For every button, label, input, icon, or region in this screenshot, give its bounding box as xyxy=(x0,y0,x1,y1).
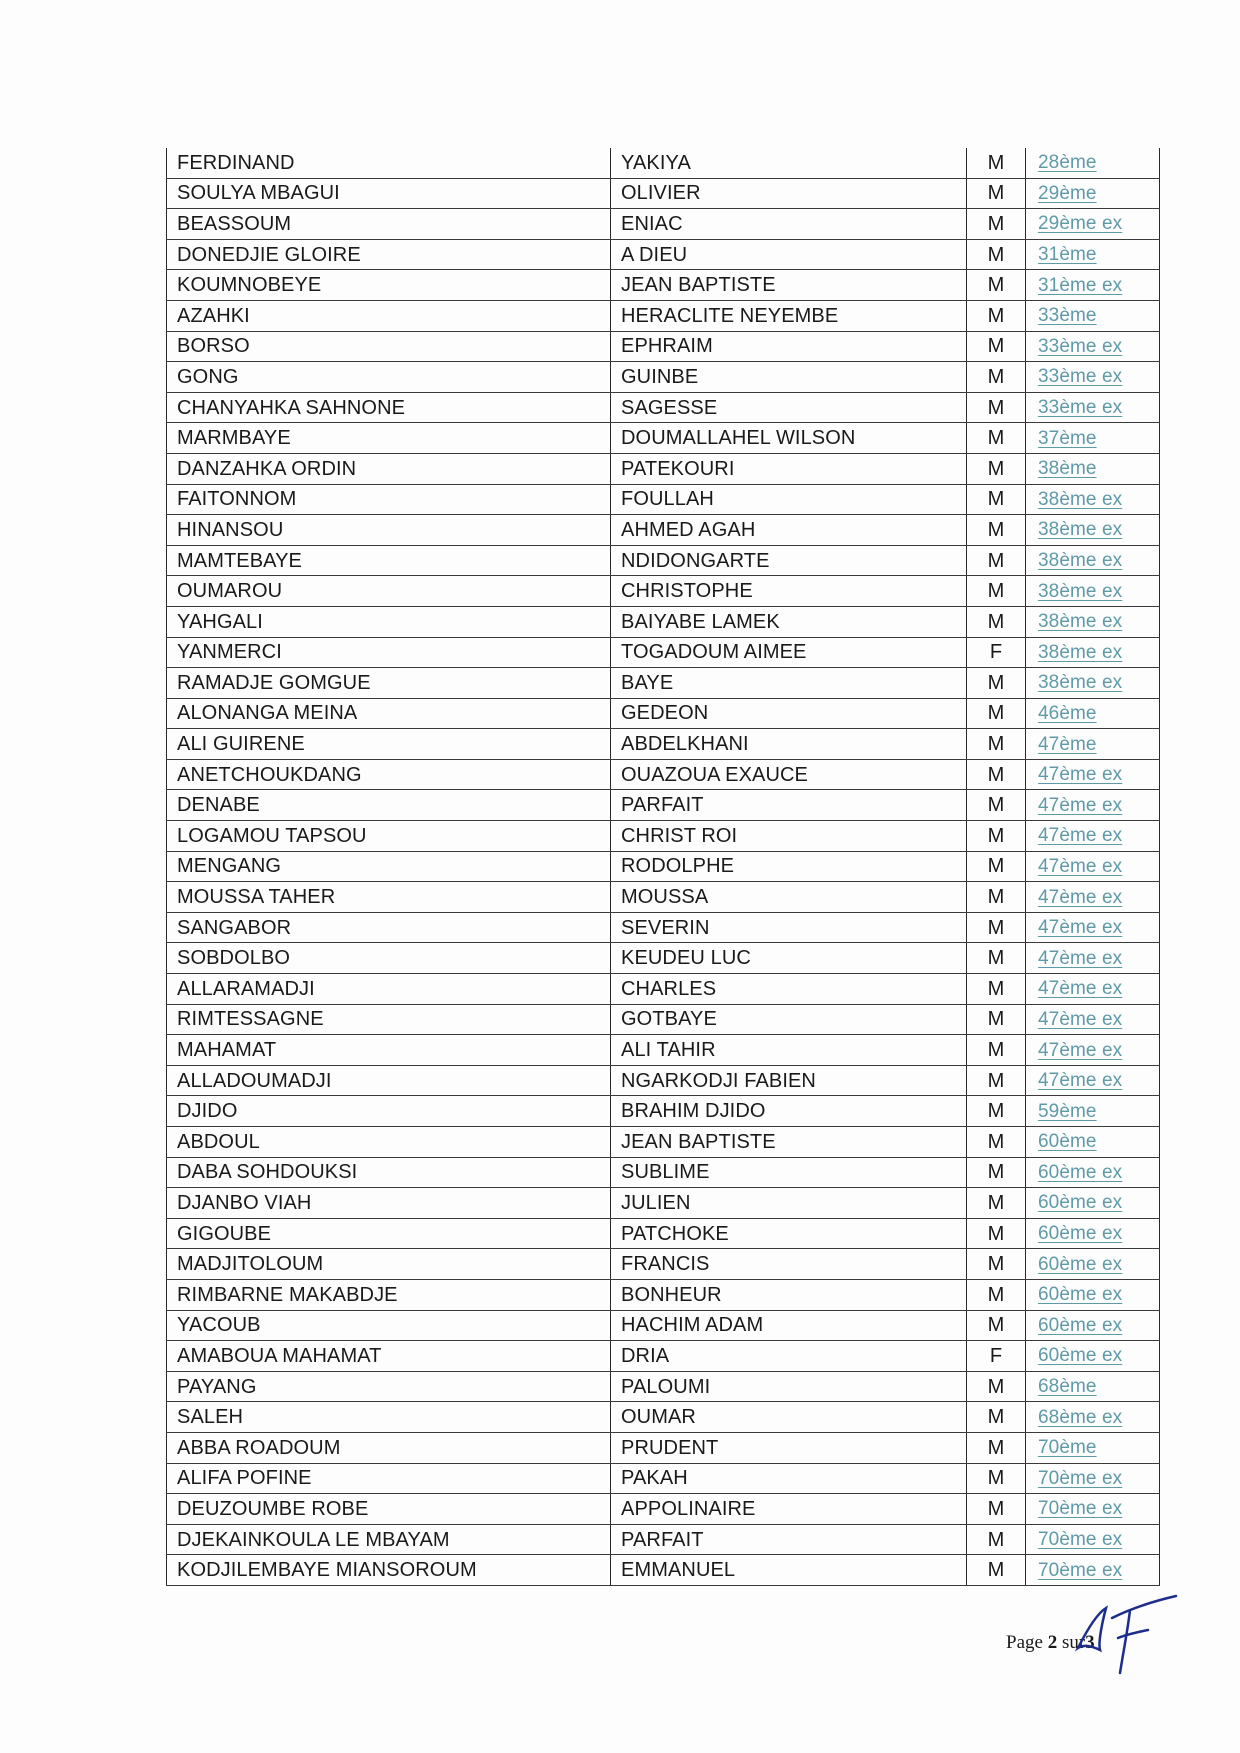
table-row xyxy=(167,1341,1160,1372)
cell-prenom: PARFAIT xyxy=(611,1524,967,1555)
cell-rang xyxy=(1026,300,1160,331)
cell-nom: DJANBO VIAH xyxy=(167,1188,611,1219)
cell-nom: OUMAROU xyxy=(167,576,611,607)
cell-rang xyxy=(1026,1524,1160,1555)
table-row xyxy=(167,1065,1160,1096)
cell-prenom: BRAHIM DJIDO xyxy=(611,1096,967,1127)
table-row xyxy=(167,209,1160,240)
cell-rang xyxy=(1026,484,1160,515)
table-row xyxy=(167,545,1160,576)
cell-rang xyxy=(1026,1127,1160,1158)
cell-prenom: APPOLINAIRE xyxy=(611,1494,967,1525)
rank-link[interactable]: 38ème ex xyxy=(1038,550,1123,572)
cell-nom: MOUSSA TAHER xyxy=(167,882,611,913)
table-row xyxy=(167,1463,1160,1494)
cell-rang xyxy=(1026,606,1160,637)
table-row xyxy=(167,453,1160,484)
cell-sexe: M xyxy=(967,515,1026,546)
cell-prenom: GEDEON xyxy=(611,698,967,729)
cell-sexe: M xyxy=(967,178,1026,209)
cell-sexe: M xyxy=(967,912,1026,943)
rank-link[interactable]: 68ème xyxy=(1038,1376,1097,1398)
cell-rang xyxy=(1026,148,1160,178)
cell-nom: BEASSOUM xyxy=(167,209,611,240)
cell-nom: DANZAHKA ORDIN xyxy=(167,453,611,484)
cell-rang xyxy=(1026,1065,1160,1096)
cell-rang xyxy=(1026,515,1160,546)
cell-prenom: TOGADOUM AIMEE xyxy=(611,637,967,668)
cell-nom: ALLADOUMADJI xyxy=(167,1065,611,1096)
cell-nom: GIGOUBE xyxy=(167,1218,611,1249)
cell-nom: MARMBAYE xyxy=(167,423,611,454)
cell-nom: ALLARAMADJI xyxy=(167,974,611,1005)
rank-link[interactable]: 47ème ex xyxy=(1038,978,1123,1000)
cell-prenom: HACHIM ADAM xyxy=(611,1310,967,1341)
cell-sexe: M xyxy=(967,239,1026,270)
cell-nom: YACOUB xyxy=(167,1310,611,1341)
rank-link[interactable]: 47ème ex xyxy=(1038,1008,1123,1030)
cell-sexe: M xyxy=(967,851,1026,882)
cell-sexe: F xyxy=(967,1341,1026,1372)
rank-link[interactable]: 28ème xyxy=(1038,152,1097,174)
rank-link[interactable]: 47ème ex xyxy=(1038,855,1123,877)
table-row xyxy=(167,606,1160,637)
cell-sexe: M xyxy=(967,698,1026,729)
rank-link[interactable]: 33ème xyxy=(1038,305,1097,327)
rank-link[interactable]: 38ème ex xyxy=(1038,611,1123,633)
cell-prenom: JULIEN xyxy=(611,1188,967,1219)
rank-link[interactable]: 47ème ex xyxy=(1038,1039,1123,1061)
table-row xyxy=(167,790,1160,821)
cell-sexe: M xyxy=(967,606,1026,637)
cell-nom: FERDINAND xyxy=(167,148,611,178)
cell-prenom: SAGESSE xyxy=(611,392,967,423)
table-row xyxy=(167,1371,1160,1402)
cell-rang xyxy=(1026,1249,1160,1280)
table-row xyxy=(167,1524,1160,1555)
cell-sexe: M xyxy=(967,1494,1026,1525)
cell-sexe: M xyxy=(967,1279,1026,1310)
rank-link[interactable]: 60ème ex xyxy=(1038,1345,1123,1367)
cell-nom: HINANSOU xyxy=(167,515,611,546)
table-row xyxy=(167,300,1160,331)
cell-prenom: JEAN BAPTISTE xyxy=(611,1127,967,1158)
cell-sexe: M xyxy=(967,1127,1026,1158)
rank-link[interactable]: 70ème ex xyxy=(1038,1467,1123,1489)
cell-sexe: M xyxy=(967,943,1026,974)
table-row xyxy=(167,637,1160,668)
cell-prenom: CHARLES xyxy=(611,974,967,1005)
rank-link[interactable]: 38ème ex xyxy=(1038,519,1123,541)
cell-prenom: SEVERIN xyxy=(611,912,967,943)
table-row xyxy=(167,484,1160,515)
cell-rang xyxy=(1026,668,1160,699)
cell-rang xyxy=(1026,912,1160,943)
table-row xyxy=(167,912,1160,943)
cell-nom: ABBA ROADOUM xyxy=(167,1432,611,1463)
table-row xyxy=(167,148,1160,178)
rank-link[interactable]: 46ème xyxy=(1038,702,1097,724)
rank-link[interactable]: 38ème xyxy=(1038,458,1097,480)
cell-sexe: M xyxy=(967,790,1026,821)
cell-sexe: F xyxy=(967,637,1026,668)
cell-nom: ABDOUL xyxy=(167,1127,611,1158)
cell-prenom: CHRIST ROI xyxy=(611,821,967,852)
table-row xyxy=(167,1402,1160,1433)
table-row xyxy=(167,1432,1160,1463)
cell-prenom: OUMAR xyxy=(611,1402,967,1433)
cell-sexe: M xyxy=(967,1004,1026,1035)
rank-link[interactable]: 70ème xyxy=(1038,1437,1097,1459)
rank-link[interactable]: 47ème ex xyxy=(1038,1070,1123,1092)
cell-prenom: ENIAC xyxy=(611,209,967,240)
rank-link[interactable]: 38ème ex xyxy=(1038,641,1123,663)
cell-nom: ALI GUIRENE xyxy=(167,729,611,760)
cell-nom: MAHAMAT xyxy=(167,1035,611,1066)
table-row xyxy=(167,851,1160,882)
cell-nom: SALEH xyxy=(167,1402,611,1433)
results-table-body xyxy=(167,148,1160,1585)
cell-sexe: M xyxy=(967,1249,1026,1280)
cell-prenom: FRANCIS xyxy=(611,1249,967,1280)
cell-nom: ALONANGA MEINA xyxy=(167,698,611,729)
cell-sexe: M xyxy=(967,423,1026,454)
rank-link[interactable]: 33ème ex xyxy=(1038,335,1123,357)
cell-nom: AMABOUA MAHAMAT xyxy=(167,1341,611,1372)
cell-prenom: EMMANUEL xyxy=(611,1555,967,1586)
page-prefix: Page xyxy=(1006,1632,1043,1653)
cell-sexe: M xyxy=(967,362,1026,393)
rank-link[interactable]: 31ème ex xyxy=(1038,274,1123,296)
cell-nom: BORSO xyxy=(167,331,611,362)
cell-rang xyxy=(1026,1555,1160,1586)
cell-sexe: M xyxy=(967,453,1026,484)
cell-nom: SOULYA MBAGUI xyxy=(167,178,611,209)
cell-rang xyxy=(1026,1157,1160,1188)
cell-sexe: M xyxy=(967,300,1026,331)
cell-nom: RAMADJE GOMGUE xyxy=(167,668,611,699)
table-row xyxy=(167,698,1160,729)
cell-nom: KODJILEMBAYE MIANSOROUM xyxy=(167,1555,611,1586)
total-pages: 3 xyxy=(1085,1632,1095,1653)
cell-prenom: DRIA xyxy=(611,1341,967,1372)
cell-prenom: AHMED AGAH xyxy=(611,515,967,546)
cell-prenom: HERACLITE NEYEMBE xyxy=(611,300,967,331)
cell-rang xyxy=(1026,1218,1160,1249)
cell-rang xyxy=(1026,270,1160,301)
rank-link[interactable]: 38ème ex xyxy=(1038,488,1123,510)
cell-rang xyxy=(1026,178,1160,209)
cell-rang xyxy=(1026,1188,1160,1219)
cell-rang xyxy=(1026,729,1160,760)
cell-sexe: M xyxy=(967,331,1026,362)
page-of-word: sur xyxy=(1061,1632,1086,1653)
cell-prenom: DOUMALLAHEL WILSON xyxy=(611,423,967,454)
cell-rang xyxy=(1026,545,1160,576)
rank-link[interactable]: 47ème xyxy=(1038,733,1097,755)
cell-rang xyxy=(1026,759,1160,790)
cell-nom: AZAHKI xyxy=(167,300,611,331)
cell-prenom: CHRISTOPHE xyxy=(611,576,967,607)
cell-prenom: YAKIYA xyxy=(611,148,967,178)
cell-sexe: M xyxy=(967,576,1026,607)
cell-sexe: M xyxy=(967,1402,1026,1433)
cell-rang xyxy=(1026,821,1160,852)
cell-prenom: PATCHOKE xyxy=(611,1218,967,1249)
rank-link[interactable]: 60ème ex xyxy=(1038,1192,1123,1214)
table-row xyxy=(167,759,1160,790)
cell-sexe: M xyxy=(967,392,1026,423)
cell-prenom: SUBLIME xyxy=(611,1157,967,1188)
handwritten-signature xyxy=(1058,1588,1188,1678)
cell-nom: MAMTEBAYE xyxy=(167,545,611,576)
cell-nom: DONEDJIE GLOIRE xyxy=(167,239,611,270)
table-row xyxy=(167,1004,1160,1035)
cell-prenom: MOUSSA xyxy=(611,882,967,913)
cell-prenom: KEUDEU LUC xyxy=(611,943,967,974)
table-row xyxy=(167,392,1160,423)
cell-rang xyxy=(1026,882,1160,913)
table-row xyxy=(167,423,1160,454)
cell-prenom: GUINBE xyxy=(611,362,967,393)
rank-link[interactable]: 31ème xyxy=(1038,244,1097,266)
cell-rang xyxy=(1026,209,1160,240)
cell-nom: DENABE xyxy=(167,790,611,821)
rank-link[interactable]: 47ème ex xyxy=(1038,917,1123,939)
rank-link[interactable]: 60ème ex xyxy=(1038,1314,1123,1336)
cell-rang xyxy=(1026,637,1160,668)
cell-sexe: M xyxy=(967,1188,1026,1219)
cell-nom: PAYANG xyxy=(167,1371,611,1402)
table-row xyxy=(167,515,1160,546)
cell-rang xyxy=(1026,1004,1160,1035)
cell-sexe: M xyxy=(967,1463,1026,1494)
cell-nom: GONG xyxy=(167,362,611,393)
cell-prenom: A DIEU xyxy=(611,239,967,270)
table-row xyxy=(167,1188,1160,1219)
table-row xyxy=(167,1555,1160,1586)
rank-link[interactable]: 60ème ex xyxy=(1038,1223,1123,1245)
cell-prenom: ABDELKHANI xyxy=(611,729,967,760)
rank-link[interactable]: 59ème xyxy=(1038,1100,1097,1122)
cell-rang xyxy=(1026,1279,1160,1310)
cell-rang xyxy=(1026,1463,1160,1494)
cell-prenom: OUAZOUA EXAUCE xyxy=(611,759,967,790)
cell-sexe: M xyxy=(967,545,1026,576)
cell-rang xyxy=(1026,1035,1160,1066)
table-row xyxy=(167,1127,1160,1158)
cell-sexe: M xyxy=(967,1310,1026,1341)
table-row xyxy=(167,1494,1160,1525)
cell-nom: DABA SOHDOUKSI xyxy=(167,1157,611,1188)
cell-nom: RIMBARNE MAKABDJE xyxy=(167,1279,611,1310)
cell-sexe: M xyxy=(967,1065,1026,1096)
rank-link[interactable]: 60ème ex xyxy=(1038,1161,1123,1183)
cell-sexe: M xyxy=(967,821,1026,852)
table-row xyxy=(167,270,1160,301)
table-row xyxy=(167,1218,1160,1249)
cell-sexe: M xyxy=(967,148,1026,178)
rank-link[interactable]: 47ème ex xyxy=(1038,764,1123,786)
cell-nom: ALIFA POFINE xyxy=(167,1463,611,1494)
rank-link[interactable]: 47ème ex xyxy=(1038,794,1123,816)
cell-sexe: M xyxy=(967,668,1026,699)
cell-prenom: BONHEUR xyxy=(611,1279,967,1310)
cell-prenom: RODOLPHE xyxy=(611,851,967,882)
cell-nom: LOGAMOU TAPSOU xyxy=(167,821,611,852)
rank-link[interactable]: 70ème ex xyxy=(1038,1559,1123,1581)
cell-sexe: M xyxy=(967,1371,1026,1402)
cell-prenom: PAKAH xyxy=(611,1463,967,1494)
cell-prenom: OLIVIER xyxy=(611,178,967,209)
cell-sexe: M xyxy=(967,484,1026,515)
cell-prenom: BAIYABE LAMEK xyxy=(611,606,967,637)
table-row xyxy=(167,1096,1160,1127)
cell-prenom: BAYE xyxy=(611,668,967,699)
cell-rang xyxy=(1026,362,1160,393)
cell-nom: SOBDOLBO xyxy=(167,943,611,974)
cell-prenom: PATEKOURI xyxy=(611,453,967,484)
rank-link[interactable]: 29ème xyxy=(1038,182,1097,204)
table-row xyxy=(167,178,1160,209)
cell-sexe: M xyxy=(967,1157,1026,1188)
rank-link[interactable]: 38ème ex xyxy=(1038,580,1123,602)
cell-rang xyxy=(1026,1096,1160,1127)
cell-nom: DJEKAINKOULA LE MBAYAM xyxy=(167,1524,611,1555)
cell-sexe: M xyxy=(967,1035,1026,1066)
cell-rang xyxy=(1026,1310,1160,1341)
table-row xyxy=(167,1035,1160,1066)
cell-sexe: M xyxy=(967,729,1026,760)
rank-link[interactable]: 47ème ex xyxy=(1038,947,1123,969)
cell-sexe: M xyxy=(967,1218,1026,1249)
table-row xyxy=(167,821,1160,852)
rank-link[interactable]: 60ème ex xyxy=(1038,1284,1123,1306)
cell-sexe: M xyxy=(967,1096,1026,1127)
cell-rang xyxy=(1026,1494,1160,1525)
cell-rang xyxy=(1026,1432,1160,1463)
table-row xyxy=(167,576,1160,607)
rank-link[interactable]: 60ème ex xyxy=(1038,1253,1123,1275)
cell-rang xyxy=(1026,576,1160,607)
cell-prenom: PARFAIT xyxy=(611,790,967,821)
cell-prenom: FOULLAH xyxy=(611,484,967,515)
results-table xyxy=(166,148,1160,1586)
rank-link[interactable]: 60ème xyxy=(1038,1131,1097,1153)
cell-rang xyxy=(1026,1371,1160,1402)
cell-prenom: NGARKODJI FABIEN xyxy=(611,1065,967,1096)
cell-nom: MENGANG xyxy=(167,851,611,882)
rank-link[interactable]: 29ème ex xyxy=(1038,213,1123,235)
table-row xyxy=(167,239,1160,270)
cell-nom: MADJITOLOUM xyxy=(167,1249,611,1280)
table-row xyxy=(167,974,1160,1005)
cell-rang xyxy=(1026,698,1160,729)
cell-sexe: M xyxy=(967,209,1026,240)
cell-prenom: PRUDENT xyxy=(611,1432,967,1463)
table-row xyxy=(167,943,1160,974)
cell-nom: DJIDO xyxy=(167,1096,611,1127)
table-row xyxy=(167,331,1160,362)
rank-link[interactable]: 47ème ex xyxy=(1038,825,1123,847)
cell-rang xyxy=(1026,423,1160,454)
table-row xyxy=(167,729,1160,760)
page-number: 2 xyxy=(1047,1632,1058,1653)
cell-prenom: JEAN BAPTISTE xyxy=(611,270,967,301)
cell-prenom: PALOUMI xyxy=(611,1371,967,1402)
cell-prenom: ALI TAHIR xyxy=(611,1035,967,1066)
cell-rang xyxy=(1026,851,1160,882)
cell-rang xyxy=(1026,790,1160,821)
cell-rang xyxy=(1026,331,1160,362)
rank-link[interactable]: 38ème ex xyxy=(1038,672,1123,694)
cell-prenom: EPHRAIM xyxy=(611,331,967,362)
cell-sexe: M xyxy=(967,882,1026,913)
table-row xyxy=(167,1249,1160,1280)
rank-link[interactable]: 47ème ex xyxy=(1038,886,1123,908)
table-row xyxy=(167,882,1160,913)
rank-link[interactable]: 37ème xyxy=(1038,427,1097,449)
cell-prenom: NDIDONGARTE xyxy=(611,545,967,576)
cell-nom: YANMERCI xyxy=(167,637,611,668)
table-row xyxy=(167,362,1160,393)
cell-nom: KOUMNOBEYE xyxy=(167,270,611,301)
table-row xyxy=(167,1310,1160,1341)
cell-nom: CHANYAHKA SAHNONE xyxy=(167,392,611,423)
cell-sexe: M xyxy=(967,974,1026,1005)
cell-sexe: M xyxy=(967,270,1026,301)
cell-nom: RIMTESSAGNE xyxy=(167,1004,611,1035)
cell-rang xyxy=(1026,239,1160,270)
cell-nom: YAHGALI xyxy=(167,606,611,637)
rank-link[interactable]: 68ème ex xyxy=(1038,1406,1123,1428)
cell-nom: FAITONNOM xyxy=(167,484,611,515)
cell-rang xyxy=(1026,1341,1160,1372)
cell-prenom: GOTBAYE xyxy=(611,1004,967,1035)
cell-rang xyxy=(1026,1402,1160,1433)
cell-sexe: M xyxy=(967,1432,1026,1463)
cell-rang xyxy=(1026,392,1160,423)
rank-link[interactable]: 70ème ex xyxy=(1038,1529,1123,1551)
table-row xyxy=(167,1157,1160,1188)
cell-nom: SANGABOR xyxy=(167,912,611,943)
rank-link[interactable]: 70ème ex xyxy=(1038,1498,1123,1520)
cell-rang xyxy=(1026,974,1160,1005)
table-row xyxy=(167,668,1160,699)
cell-sexe: M xyxy=(967,759,1026,790)
cell-rang xyxy=(1026,943,1160,974)
cell-nom: DEUZOUMBE ROBE xyxy=(167,1494,611,1525)
rank-link[interactable]: 33ème ex xyxy=(1038,366,1123,388)
rank-link[interactable]: 33ème ex xyxy=(1038,397,1123,419)
table-row xyxy=(167,1279,1160,1310)
cell-nom: ANETCHOUKDANG xyxy=(167,759,611,790)
cell-sexe: M xyxy=(967,1555,1026,1586)
cell-sexe: M xyxy=(967,1524,1026,1555)
cell-rang xyxy=(1026,453,1160,484)
